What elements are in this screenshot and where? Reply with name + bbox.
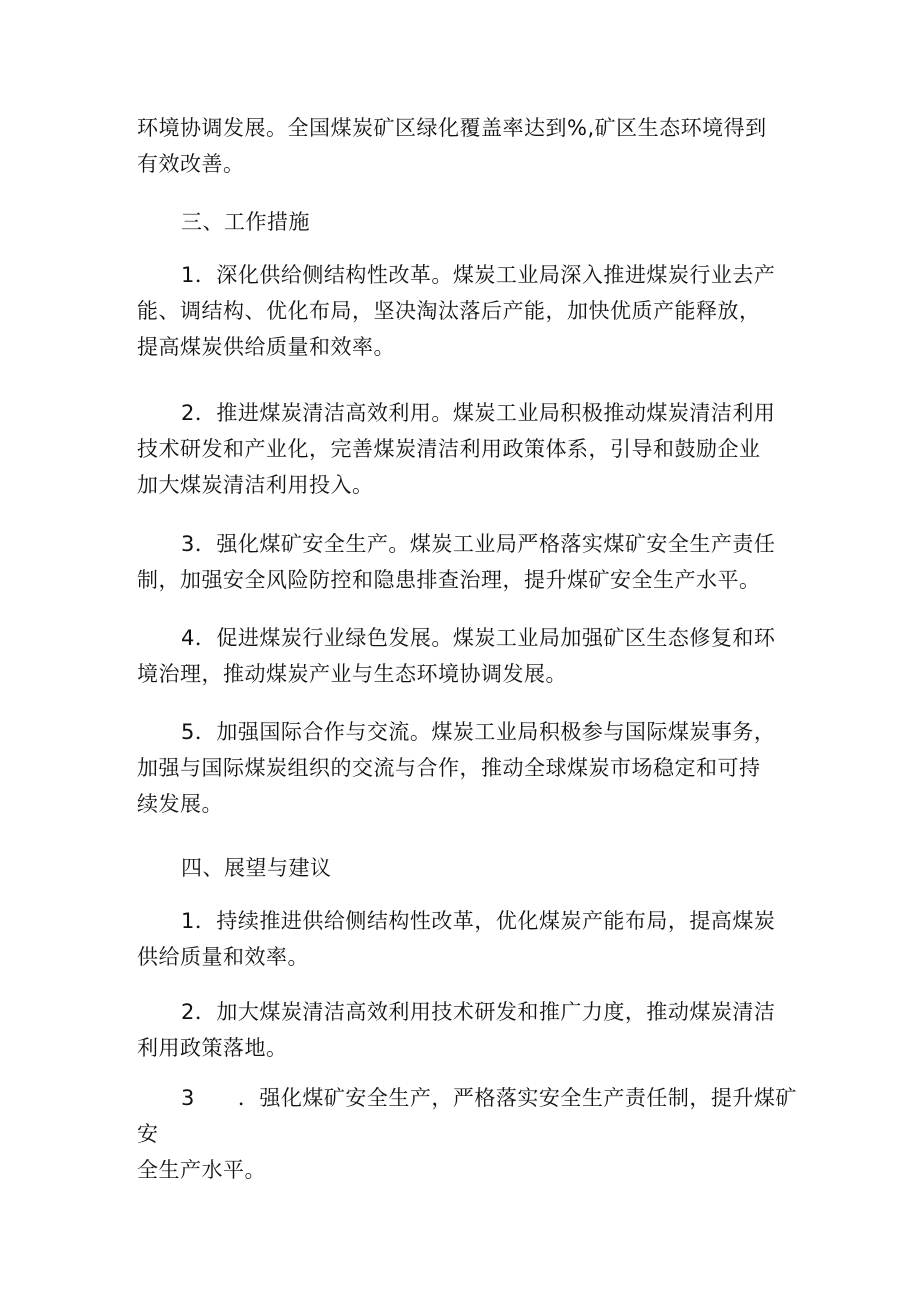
text-line: 利用政策落地。 [137, 1036, 288, 1060]
suggestion-1 [137, 903, 777, 975]
text-line: 全生产水平。 [137, 1158, 266, 1182]
text-line: 3．强化煤矿安全生产。煤炭工业局严格落实煤矿安全生产责任 [181, 532, 776, 556]
text-line: 1．深化供给侧结构性改革。煤炭工业局深入推进煤炭行业去产 [181, 263, 776, 287]
paragraph-intro [137, 110, 777, 182]
text-line: 2．推进煤炭清洁高效利用。煤炭工业局积极推动煤炭清洁利用 [181, 401, 776, 425]
measure-4 [137, 620, 777, 692]
text-line: 制，加强安全风险防控和隐患排查治理，提升煤矿安全生产水平。 [137, 568, 761, 592]
section-heading-3 [137, 204, 777, 240]
text-line: 有效改善。 [137, 152, 245, 176]
text-line: 加强与国际煤炭组织的交流与合作，推动全球煤炭市场稳定和可持 [137, 756, 761, 780]
measure-1 [137, 257, 777, 365]
text-line: 4．促进煤炭行业绿色发展。煤炭工业局加强矿区生态修复和环 [181, 626, 776, 650]
suggestion-3 [137, 1080, 797, 1188]
text-line: 2．加大煤炭清洁高效利用技术研发和推广力度，推动煤炭清洁 [181, 1000, 776, 1024]
text-line: 供给质量和效率。 [137, 945, 309, 969]
heading-text: 四、展望与建议 [181, 856, 332, 880]
text-line: 境治理，推动煤炭产业与生态环境协调发展。 [137, 662, 567, 686]
text-line: 续发展。 [137, 792, 223, 816]
text-line: 1．持续推进供给侧结构性改革，优化煤炭产能布局，提高煤炭 [181, 909, 776, 933]
text-line: 3 ．强化煤矿安全生产，严格落实安全生产责任制，提升煤矿 [181, 1086, 797, 1110]
heading-text: 三、工作措施 [181, 210, 310, 234]
section-heading-4 [137, 850, 777, 886]
text-line: 5．加强国际合作与交流。煤炭工业局积极参与国际煤炭事务， [181, 720, 776, 744]
text-line: 环境协调发展。全国煤炭矿区绿化覆盖率达到%,矿区生态环境得到 [137, 116, 767, 140]
text-line: 技术研发和产业化，完善煤炭清洁利用政策体系，引导和鼓励企业 [137, 437, 761, 461]
measure-5 [137, 714, 777, 822]
text-line: 提高煤炭供给质量和效率。 [137, 335, 395, 359]
measure-3 [137, 526, 777, 598]
suggestion-2 [137, 994, 777, 1066]
measure-2 [137, 395, 777, 503]
text-line: 能、调结构、优化布局，坚决淘汰落后产能，加快优质产能释放， [137, 299, 761, 323]
text-line: 安 [137, 1122, 159, 1146]
text-line: 加大煤炭清洁利用投入。 [137, 473, 374, 497]
